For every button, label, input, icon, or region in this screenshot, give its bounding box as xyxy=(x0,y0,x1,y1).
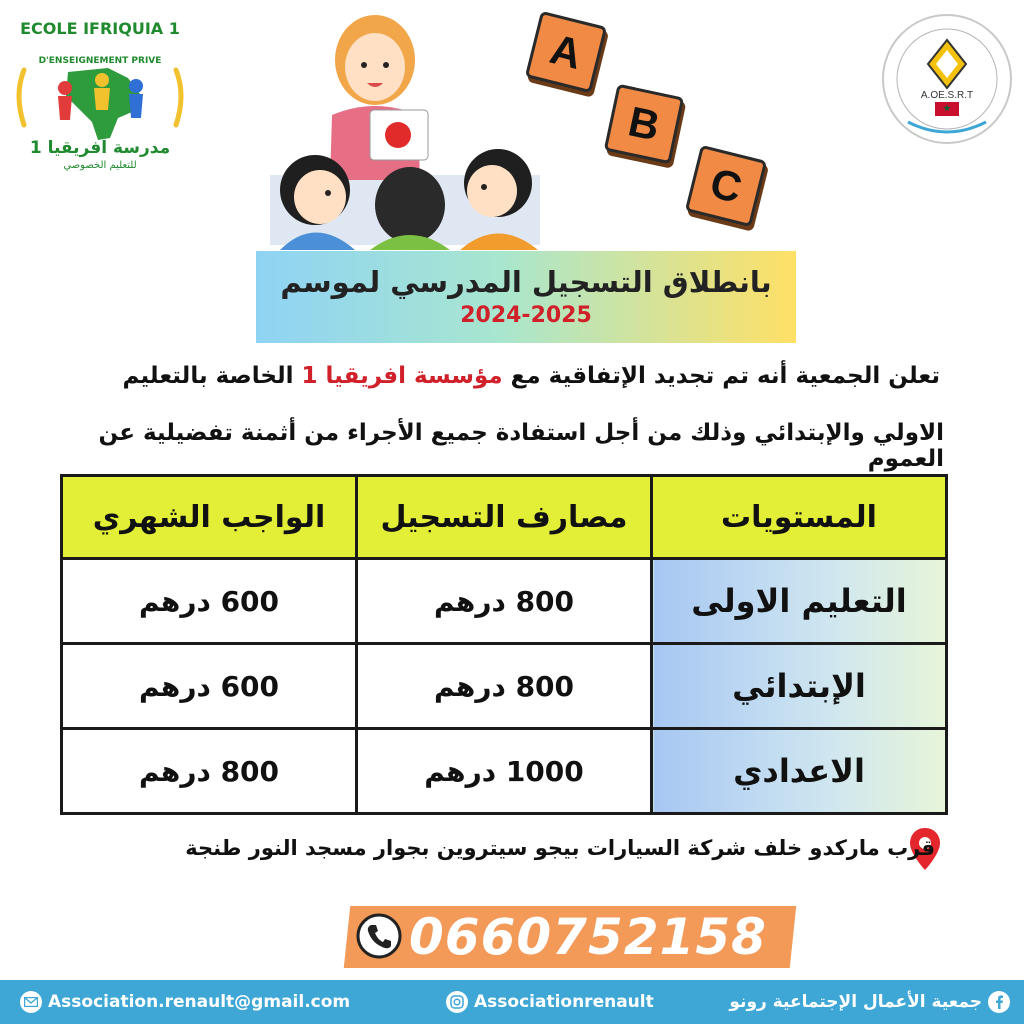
header-registration: مصارف التسجيل xyxy=(357,476,652,559)
intro-line-1-start: تعلن الجمعية أنه تم تجديد الإتفاقية مع xyxy=(502,363,940,389)
school-logo-arabic: مدرسة افريقيا 1 xyxy=(29,138,171,158)
association-logo-abbr: A.OE.S.R.T xyxy=(920,90,974,101)
children-illustration xyxy=(270,5,540,250)
intro-highlight: مؤسسة افريقيا 1 xyxy=(301,363,503,389)
facebook-icon xyxy=(988,991,1010,1013)
fees-table xyxy=(60,474,948,815)
letter-block-c: C xyxy=(685,145,767,227)
footer-instagram[interactable] xyxy=(440,980,654,1024)
header-monthly: الواجب الشهري xyxy=(62,476,357,559)
row-registration: 1000 درهم xyxy=(357,729,652,814)
row-level: الإبتدائي xyxy=(652,644,947,729)
association-logo xyxy=(880,12,1015,147)
africa-map-icon xyxy=(10,50,190,145)
email-icon xyxy=(20,991,42,1013)
school-logo-arabic-subtitle: للتعليم الخصوصي xyxy=(63,160,137,171)
table-row xyxy=(62,729,947,814)
phone-icon xyxy=(355,912,403,960)
table-row xyxy=(62,644,947,729)
school-logo-name: ECOLE IFRIQUIA 1 xyxy=(20,19,180,38)
header-levels: المستويات xyxy=(652,476,947,559)
row-monthly: 800 درهم xyxy=(62,729,357,814)
footer-facebook-text: جمعية الأعمال الإجتماعية رونو xyxy=(729,992,982,1012)
instagram-icon xyxy=(446,991,468,1013)
row-level: الاعدادي xyxy=(652,729,947,814)
row-registration: 800 درهم xyxy=(357,644,652,729)
footer-instagram-text: Associationrenault xyxy=(474,992,654,1012)
address-text: قرب ماركدو خلف شركة السيارات بيجو سيتروين بجوار مسجد النور طنجة xyxy=(185,836,935,860)
banner-season: 2024-2025 xyxy=(460,303,592,328)
intro-line-2: الاولي والإبتدائي وذلك من أجل استفادة جميع الأجراء من أثمنة تفضيلية عن العموم xyxy=(98,420,944,472)
intro-line-1 xyxy=(80,363,940,389)
footer-bar xyxy=(0,980,1024,1024)
letter-block-a: A xyxy=(525,11,607,93)
school-logo-subtitle: D'ENSEIGNEMENT PRIVE xyxy=(38,56,162,66)
row-level: التعليم الاولى xyxy=(652,559,947,644)
title-banner xyxy=(256,251,796,343)
school-logo xyxy=(10,20,190,170)
row-registration: 800 درهم xyxy=(357,559,652,644)
letter-block-b: B xyxy=(604,84,685,165)
phone-number[interactable]: 0660752158 xyxy=(409,908,767,966)
footer-facebook[interactable] xyxy=(729,980,1016,1024)
intro-line-1-end: الخاصة بالتعليم xyxy=(122,363,302,389)
footer-email[interactable] xyxy=(14,980,350,1024)
phone-band xyxy=(344,906,797,968)
table-row xyxy=(62,559,947,644)
table-header-row xyxy=(62,476,947,559)
row-monthly: 600 درهم xyxy=(62,644,357,729)
row-monthly: 600 درهم xyxy=(62,559,357,644)
footer-email-text: Association.renault@gmail.com xyxy=(48,992,351,1012)
banner-title: بانطلاق التسجيل المدرسي لموسم xyxy=(280,265,772,299)
